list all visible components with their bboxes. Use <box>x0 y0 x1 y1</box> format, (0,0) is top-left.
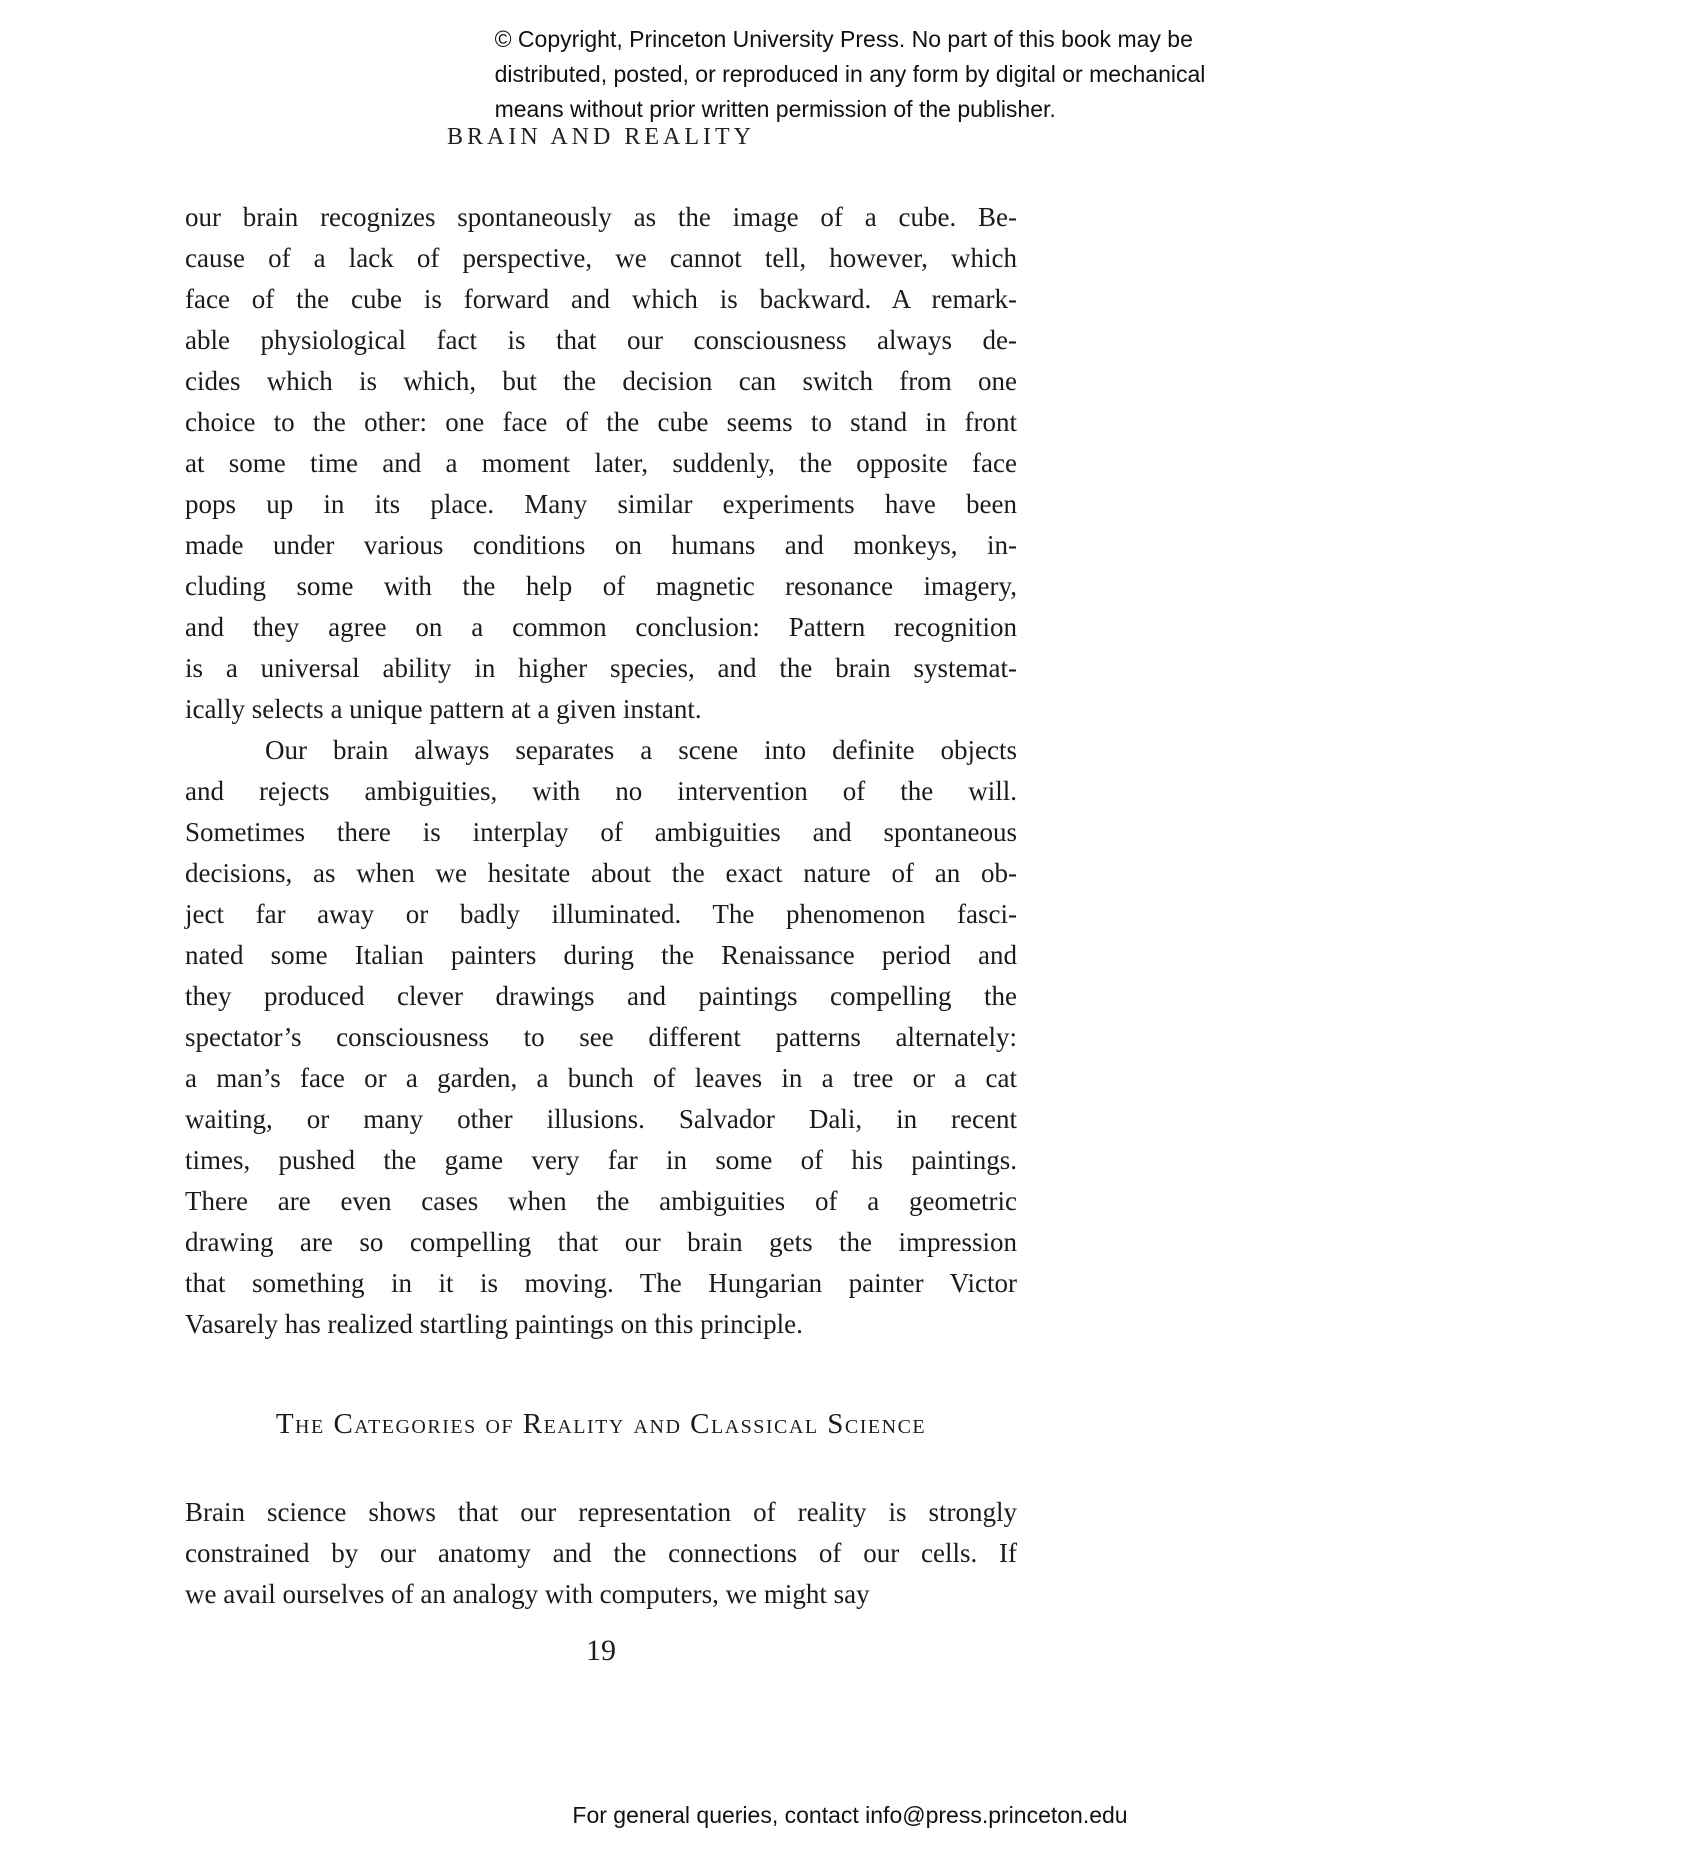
body-line: cluding some with the help of magnetic resonance imagery, <box>185 571 1017 601</box>
body-line: Sometimes there is interplay of ambiguities and spontaneous <box>185 817 1017 847</box>
body-line: cause of a lack of perspective, we cannot tell, however, which <box>185 243 1017 273</box>
body-line: waiting, or many other illusions. Salvador Dali, in recent <box>185 1104 1017 1134</box>
paragraph-1 <box>185 197 1017 730</box>
body-line: and rejects ambiguities, with no intervention of the will. <box>185 776 1017 806</box>
body-line: made under various conditions on humans and monkeys, in- <box>185 530 1017 560</box>
paragraph-2 <box>185 730 1017 1345</box>
body-line: that something in it is moving. The Hungarian painter Victor <box>185 1268 1017 1298</box>
body-line: spectator’s consciousness to see different patterns alternately: <box>185 1022 1017 1052</box>
body-line: is a universal ability in higher species, and the brain systemat- <box>185 653 1017 683</box>
body-line: ject far away or badly illuminated. The phenomenon fasci- <box>185 899 1017 929</box>
footer-contact-line: For general queries, contact info@press.princeton.edu <box>572 1802 1128 1828</box>
body-line: nated some Italian painters during the Renaissance period and <box>185 940 1017 970</box>
body-line: ically selects a unique pattern at a given instant. <box>185 694 702 724</box>
section-heading: The Categories of Reality and Classical Science <box>275 1408 927 1440</box>
body-line: There are even cases when the ambiguities of a geometric <box>185 1186 1017 1216</box>
body-line: a man’s face or a garden, a bunch of leaves in a tree or a cat <box>185 1063 1017 1093</box>
paragraph-3 <box>185 1492 1017 1615</box>
body-line: decisions, as when we hesitate about the exact nature of an ob- <box>185 858 1017 888</box>
body-line: cides which is which, but the decision can switch from one <box>185 366 1017 396</box>
body-line: Vasarely has realized startling paintings on this principle. <box>185 1309 803 1339</box>
body-line: able physiological fact is that our consciousness always de- <box>185 325 1017 355</box>
copyright-notice <box>0 22 1700 127</box>
body-text-column <box>185 197 1017 1345</box>
body-line: they produced clever drawings and paintings compelling the <box>185 981 1017 1011</box>
running-head: BRAIN AND REALITY <box>447 124 755 150</box>
copyright-text-block <box>495 22 1206 127</box>
body-line: our brain recognizes spontaneously as the image of a cube. Be- <box>185 202 1017 232</box>
copyright-line: © Copyright, Princeton University Press. No part of this book may be <box>494 26 1193 52</box>
body-line: at some time and a moment later, suddenly, the opposite face <box>185 448 1017 478</box>
body-line: times, pushed the game very far in some of his paintings. <box>185 1145 1017 1175</box>
body-line: Brain science shows that our representation of reality is strongly <box>185 1497 1017 1527</box>
body-line: pops up in its place. Many similar experiments have been <box>185 489 1017 519</box>
body-line: drawing are so compelling that our brain gets the impression <box>185 1227 1017 1257</box>
body-line: Our brain always separates a scene into definite objects <box>265 735 1017 765</box>
body-line: we avail ourselves of an analogy with computers, we might say <box>185 1579 870 1609</box>
body-line: and they agree on a common conclusion: Pattern recognition <box>185 612 1017 642</box>
body-line: constrained by our anatomy and the connections of our cells. If <box>185 1538 1017 1568</box>
copyright-line: distributed, posted, or reproduced in any form by digital or mechanical <box>494 61 1206 87</box>
body-line: choice to the other: one face of the cube seems to stand in front <box>185 407 1017 437</box>
body-line: face of the cube is forward and which is backward. A remark- <box>185 284 1017 314</box>
page-number: 19 <box>586 1634 616 1667</box>
copyright-line: means without prior written permission of the publisher. <box>494 96 1056 122</box>
